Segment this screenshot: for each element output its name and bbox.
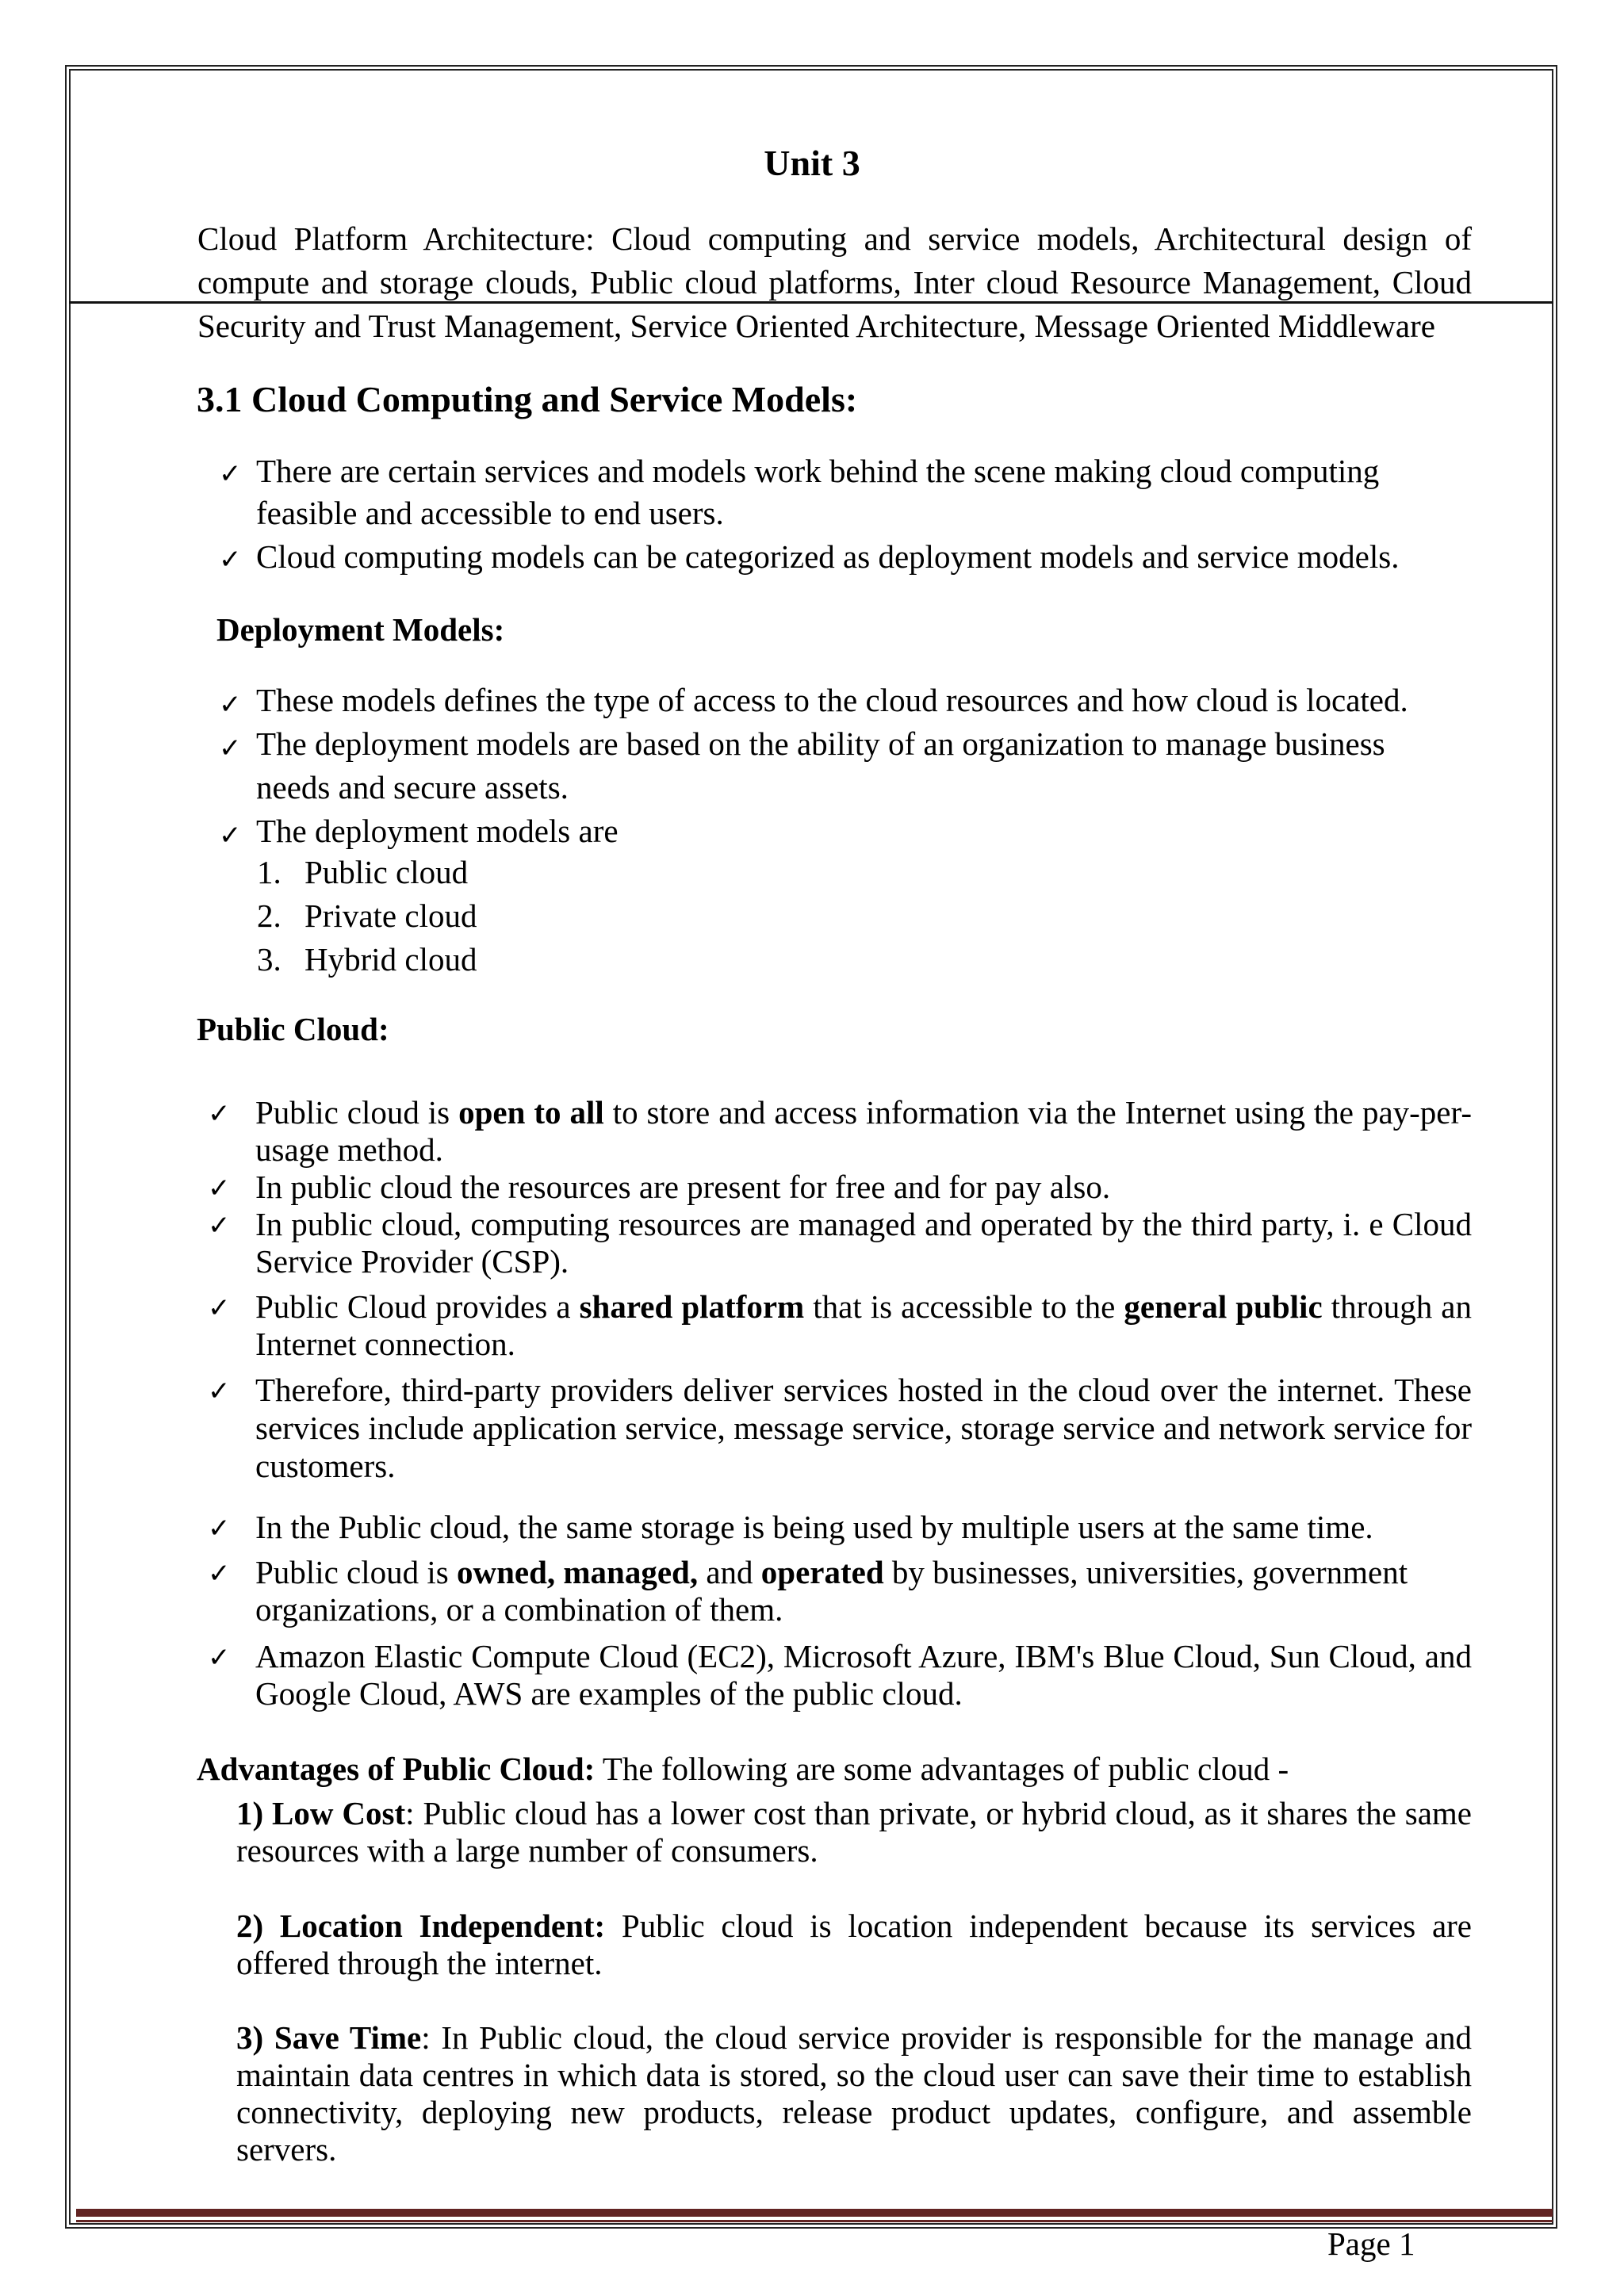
section-bullet-list [219, 450, 1472, 578]
check-icon: ✓ [219, 689, 242, 721]
page-number: Page 1 [1327, 2225, 1415, 2262]
check-icon: ✓ [219, 458, 242, 490]
advantages-heading: Advantages of Public Cloud: The following are some advantages of public cloud - [197, 1751, 1289, 1787]
list-item: ✓ Cloud computing models can be categorized as deployment models and service models. [219, 536, 1472, 578]
advantage-low-cost: 1) Low Cost: Public cloud has a lower cost than private, or hybrid cloud, as it shares the same resources with a large number of consumers. [236, 1795, 1472, 1869]
syllabus-paragraph: Cloud Platform Architecture: Cloud computing and service models, Architectural design of compute and storage clouds, Public cloud platforms, Inter cloud Resource Management, Cloud Security and Trust Management, Service Oriented Architecture, Message Oriented Middleware [197, 220, 1472, 344]
list-item: ✓ Amazon Elastic Compute Cloud (EC2), Microsoft Azure, IBM's Blue Cloud, Sun Cloud, and Google Cloud, AWS are examples of the public cloud. [208, 1638, 1472, 1712]
list-item: ✓ These models defines the type of access to the cloud resources and how cloud is located. [219, 679, 1472, 722]
check-icon: ✓ [219, 820, 242, 851]
list-item: ✓ In public cloud, computing resources are managed and operated by the third party, i. e Cloud Service Provider (CSP). [208, 1206, 1472, 1280]
check-icon: ✓ [208, 1292, 231, 1324]
section-heading: 3.1 Cloud Computing and Service Models: [197, 379, 858, 419]
advantage-save-time: 3) Save Time: In Public cloud, the cloud service provider is responsible for the manage and maintain data centres in which data is stored, so the cloud user can save their time to establish connectivity, deploying new products, release product updates, configure, and assemble servers. [236, 2019, 1472, 2168]
check-icon: ✓ [219, 733, 242, 764]
check-icon: ✓ [208, 1642, 231, 1674]
list-item-private-cloud: 2. Private cloud [257, 897, 477, 934]
list-item: ✓ Public Cloud provides a shared platform that is accessible to the general public through an Internet connection. [208, 1288, 1472, 1362]
check-icon: ✓ [208, 1513, 231, 1544]
list-item: ✓ There are certain services and models work behind the scene making cloud computing feasible and accessible to end users. [219, 453, 1380, 531]
check-icon: ✓ [208, 1558, 231, 1590]
deployment-bullet-list [219, 679, 1472, 853]
check-icon: ✓ [208, 1210, 231, 1242]
public-cloud-bullet-list [208, 1094, 1472, 1712]
list-item-hybrid-cloud: 3. Hybrid cloud [257, 941, 477, 978]
list-item: ✓ Therefore, third-party providers deliver services hosted in the cloud over the internet. These services include application service, message service, storage service and network service for customers. [208, 1372, 1472, 1484]
check-icon: ✓ [208, 1173, 231, 1204]
page-title: Unit 3 [764, 143, 860, 183]
advantage-location-independent: 2) Location Independent: Public cloud is location independent because its services are offered through the internet. [236, 1908, 1473, 1981]
list-item: ✓ Public cloud is open to all to store and access information via the Internet using the pay-per-usage method. [208, 1094, 1472, 1168]
list-item: ✓ The deployment models are based on the ability of an organization to manage business needs and secure assets. [219, 725, 1385, 806]
check-icon: ✓ [219, 544, 242, 576]
check-icon: ✓ [208, 1098, 231, 1130]
check-icon: ✓ [208, 1376, 231, 1407]
footer-rule-thick [76, 2209, 1553, 2217]
deployment-models-heading: Deployment Models: [216, 611, 505, 648]
list-item: ✓ In the Public cloud, the same storage is being used by multiple users at the same time. [208, 1509, 1472, 1546]
public-cloud-heading: Public Cloud: [197, 1011, 389, 1047]
list-item: ✓ Public cloud is owned, managed, and operated by businesses, universities, government organizations, or a combination of them. [208, 1554, 1408, 1628]
footer-rule-thin [76, 2220, 1553, 2222]
deployment-model-list [257, 851, 477, 982]
list-item-public-cloud: 1. Public cloud [257, 854, 469, 890]
list-item: ✓ The deployment models are [219, 809, 1472, 853]
list-item: ✓ In public cloud the resources are present for free and for pay also. [208, 1169, 1472, 1206]
